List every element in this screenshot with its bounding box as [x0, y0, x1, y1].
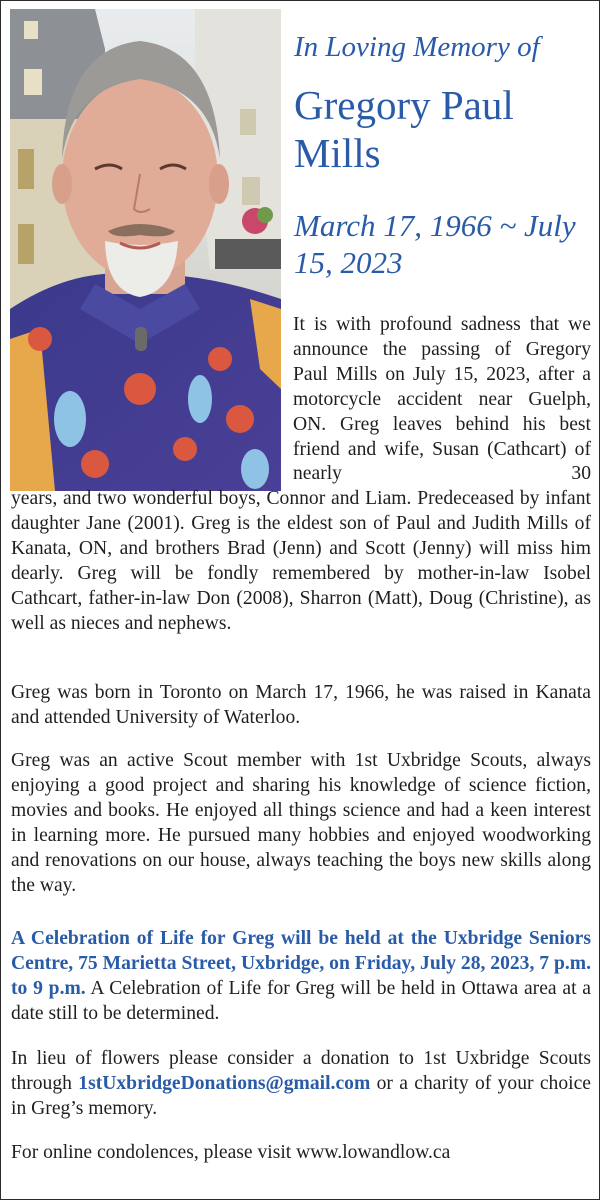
- life-dates: March 17, 1966 ~ July 15, 2023: [294, 208, 576, 280]
- donation-text-after: or a charity of your choice in Greg’s memory.: [11, 1072, 591, 1119]
- obituary-paragraph-family: years, and two wonderful boys, Connor and Liam. Predeceased by infant daughter Jane (2001). Greg is the eldest son of Paul and Judith Mills of Kanata, ON, and brothers Brad (Jenn) and Scott (Jenny) will miss him dearly. Greg will be fondly remembered by mother-in-law Isobel Cathcart, father-in-law Don (2008), Sharron (Matt), Doug (Christine), as well as nieces and nephews.: [11, 488, 591, 634]
- obituary-paragraph-donations: [11, 1047, 591, 1122]
- portrait-photo: [10, 9, 281, 491]
- obituary-paragraph-intro: It is with profound sadness that we announce the passing of Gregory Paul Mills on July 15, 2023, after a motorcycle accident near Guelph, ON. Greg leaves behind his best friend and wife, Susan (Cathcart) of nearly 30: [293, 314, 591, 485]
- deceased-name: Gregory Paul Mills: [294, 82, 514, 176]
- obituary-paragraph-condolences: For online condolences, please visit www.lowandlow.ca: [11, 1142, 451, 1163]
- portrait-illustration: [10, 9, 281, 491]
- obituary-paragraph-early-life: Greg was born in Toronto on March 17, 1966, he was raised in Kanata and attended University of Waterloo.: [11, 682, 591, 728]
- memorial-subtitle: In Loving Memory of: [294, 31, 540, 63]
- obituary-paragraph-celebration: [11, 927, 591, 1027]
- celebration-ottawa-note: A Celebration of Life for Greg will be held in Ottawa area at a date still to be determined.: [11, 977, 591, 1024]
- obituary-paragraph-interests: Greg was an active Scout member with 1st Uxbridge Scouts, always enjoying a good project and sharing his knowledge of science fiction, movies and books. He enjoyed all things science and had a keen interest in learning more. He pursued many hobbies and enjoyed woodworking and renovations on our house, always teaching the boys new skills along the way.: [11, 750, 591, 896]
- donation-text-before: In lieu of flowers please consider a donation to 1st Uxbridge Scouts through: [11, 1048, 591, 1094]
- donation-email-link[interactable]: 1stUxbridgeDonations@gmail.com: [78, 1072, 371, 1094]
- celebration-details: A Celebration of Life for Greg will be held at the Uxbridge Seniors Centre, 75 Marietta Street, Uxbridge, on Friday, July 28, 2023, 7 p.m. to 9 p.m.: [11, 928, 591, 999]
